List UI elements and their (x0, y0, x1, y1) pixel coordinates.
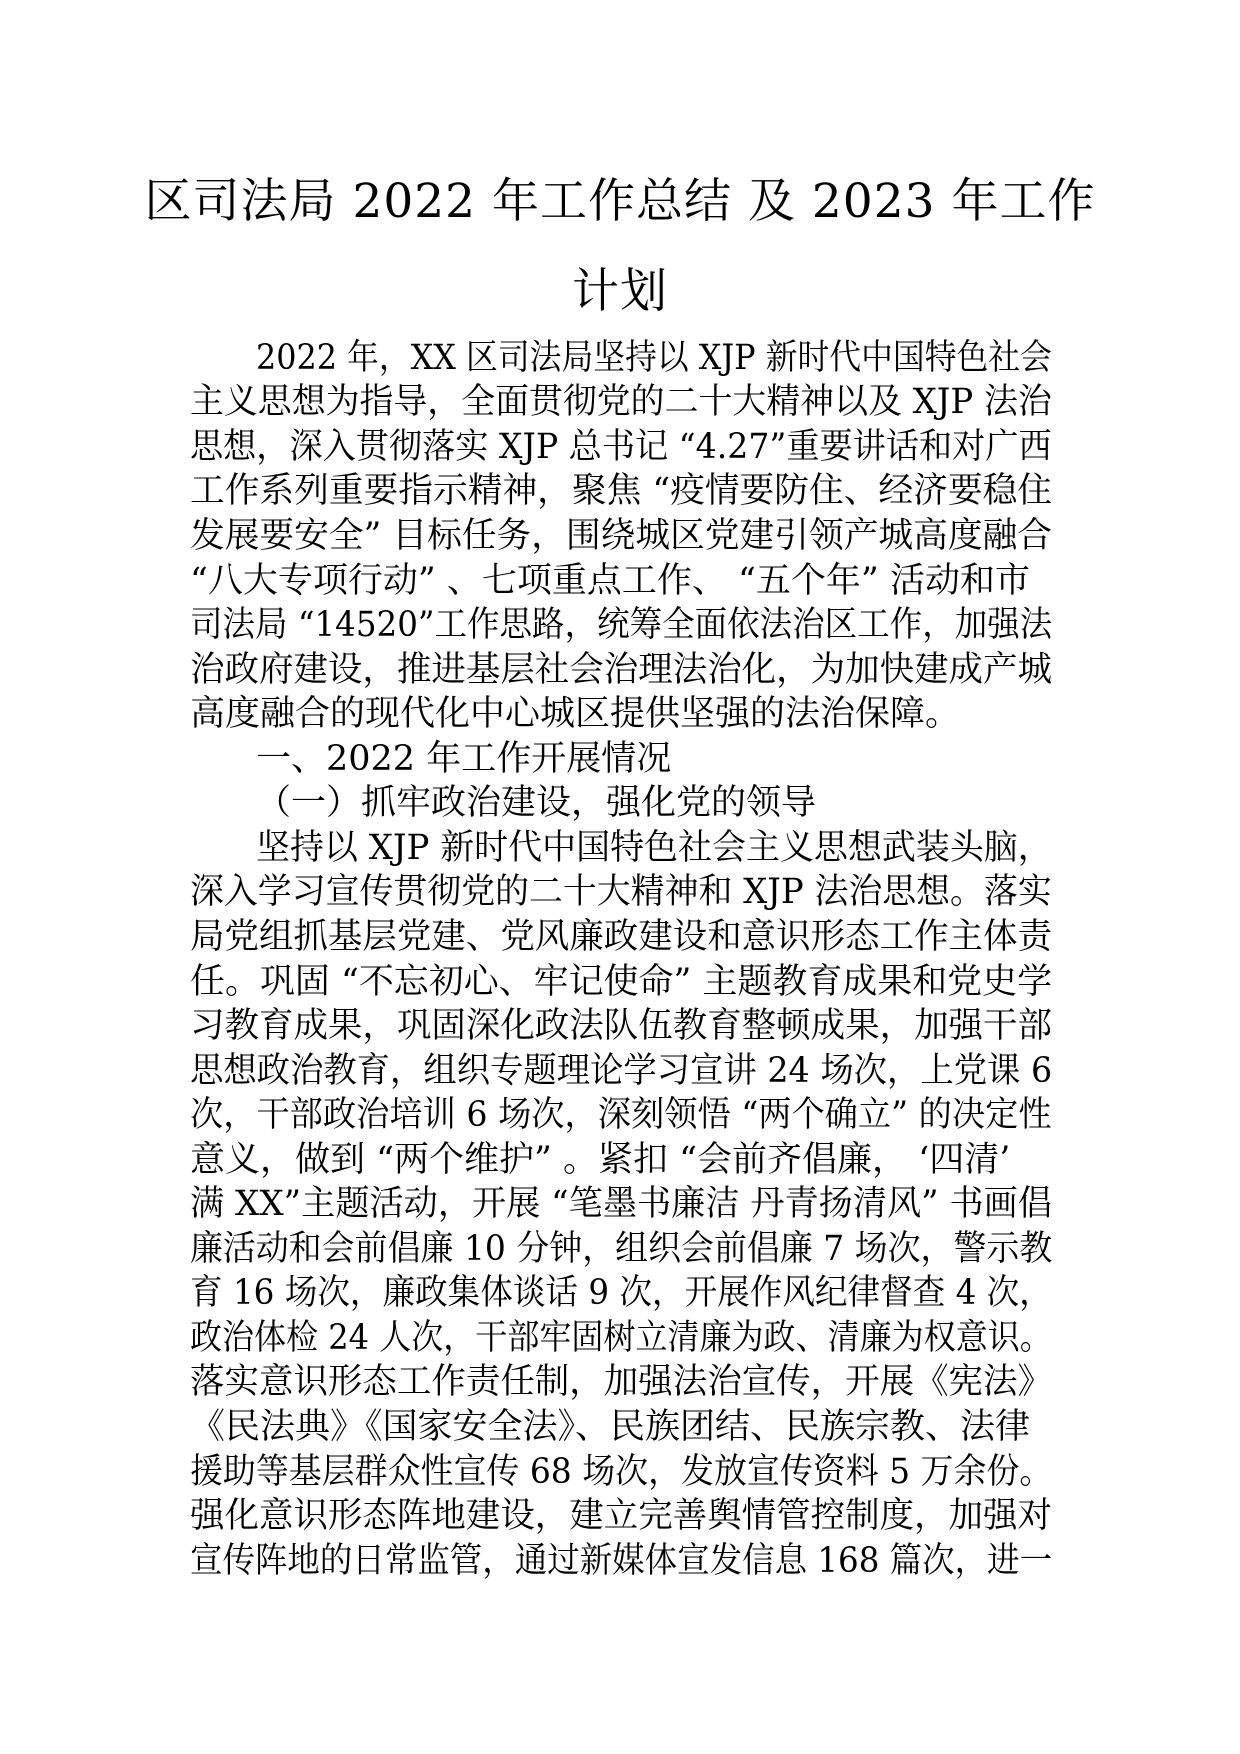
paragraph-line: 援助等基层群众性宣传 68 场次，发放宣传资料 5 万余份。 (190, 1452, 1053, 1492)
document-title-line-2: 计划 (572, 264, 668, 319)
paragraph-line: 落实意识形态工作责任制，加强法治宣传，开展《宪法》 (190, 1362, 1053, 1402)
paragraph-line: 任。巩固 “不忘初心、牢记使命” 主题教育成果和党史学 (190, 962, 1053, 1002)
paragraph-line: 司法局 “14520”工作思路，统筹全面依法治区工作，加强法 (190, 605, 1053, 645)
paragraph-line: 廉活动和会前倡廉 10 分钟，组织会前倡廉 7 场次，警示教 (190, 1229, 1053, 1269)
paragraph-line: 《民法典》《国家安全法》、民族团结、民族宗教、法律 (190, 1407, 1031, 1447)
paragraph-line: 满 XX”主题活动，开展 “笔墨书廉洁 丹青扬清风” 书画倡 (190, 1184, 1053, 1224)
paragraph-line: 宣传阵地的日常监管，通过新媒体宣发信息 168 篇次，进一 (190, 1541, 1053, 1581)
paragraph-line: 发展要安全” 目标任务，围绕城区党建引领产城高度融合 (190, 516, 1053, 556)
paragraph-line: 习教育成果，巩固深化政法队伍教育整顿成果，加强干部 (190, 1006, 1053, 1046)
paragraph-line: 治政府建设，推进基层社会治理法治化，为加快建成产城 (190, 650, 1053, 690)
subsection-heading: （一）抓牢政治建设，强化党的领导 (256, 783, 817, 823)
paragraph-line: 2022 年，XX 区司法局坚持以 XJP 新时代中国特色社会 (256, 338, 1052, 378)
paragraph-line: 局党组抓基层党建、党风廉政建设和意识形态工作主体责 (190, 917, 1053, 957)
paragraph-line: 高度融合的现代化中心城区提供坚强的法治保障。 (190, 694, 961, 734)
document-title-line-1: 区司法局 2022 年工作总结 及 2023 年工作 (144, 174, 1096, 229)
paragraph-line: 意义，做到 “两个维护” 。紧扣 “会前齐倡廉， ‘四清’ (190, 1140, 1011, 1180)
paragraph-line: 育 16 场次，廉政集体谈话 9 次，开展作风纪律督查 4 次， (190, 1273, 1052, 1313)
paragraph-line: 次，干部政治培训 6 场次，深刻领悟 “两个确立” 的决定性 (190, 1095, 1052, 1135)
paragraph-line: 思想政治教育，组织专题理论学习宣讲 24 场次，上党课 6 (190, 1051, 1053, 1091)
paragraph-line: 深入学习宣传贯彻党的二十大精神和 XJP 法治思想。落实 (190, 872, 1052, 912)
paragraph-line: 强化意识形态阵地建设，建立完善舆情管控制度，加强对 (190, 1496, 1053, 1536)
paragraph-line: “八大专项行动” 、七项重点工作、 “五个年” 活动和市 (190, 561, 1030, 601)
paragraph-line: 政治体检 24 人次，干部牢固树立清廉为政、清廉为权意识。 (190, 1318, 1052, 1358)
paragraph-line: 主义思想为指导，全面贯彻党的二十大精神以及 XJP 法治 (190, 382, 1052, 422)
paragraph-line: 工作系列重要指示精神，聚焦 “疫情要防住、经济要稳住 (190, 471, 1053, 511)
paragraph-line: 坚持以 XJP 新时代中国特色社会主义思想武装头脑， (256, 828, 1052, 868)
section-heading: 一、2022 年工作开展情况 (256, 739, 672, 779)
paragraph-line: 思想，深入贯彻落实 XJP 总书记 “4.27”重要讲话和对广西 (190, 427, 1052, 467)
